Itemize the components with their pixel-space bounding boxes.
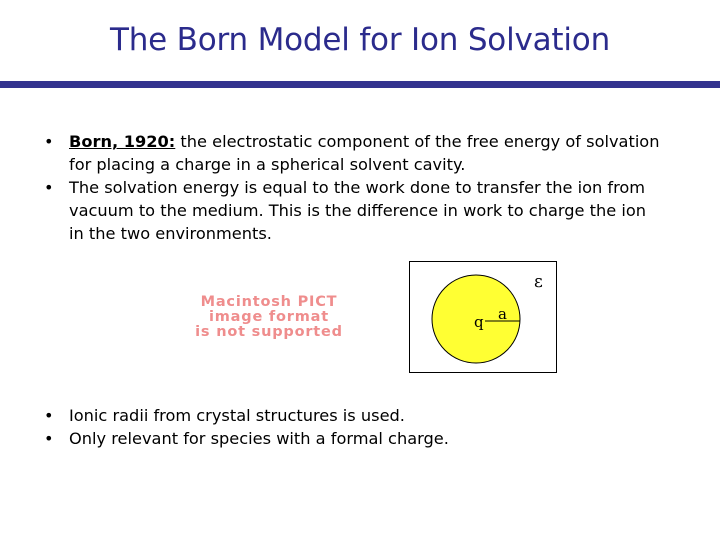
bullet-list-top xyxy=(44,130,664,245)
placeholder-line: image format xyxy=(209,309,329,325)
slide-title: The Born Model for Ion Solvation xyxy=(109,22,611,58)
bullet-item xyxy=(44,176,664,245)
bullet-item xyxy=(44,404,664,427)
bullet-text: the electrostatic component of the free energy of solvation for placing a charge in a spherical solvent cavity. xyxy=(69,132,660,174)
title-divider xyxy=(0,81,720,88)
placeholder-line: is not supported xyxy=(195,324,343,340)
bullet-text: The solvation energy is equal to the work done to transfer the ion from vacuum to the medium. This is the difference in work to charge the ion in the two environments. xyxy=(69,178,646,243)
bullet-lead: Born, 1920: xyxy=(69,132,176,151)
bullet-item xyxy=(44,427,664,450)
bullet-marker: • xyxy=(44,178,54,197)
bullet-marker: • xyxy=(44,406,54,425)
epsilon-label: ε xyxy=(534,272,543,292)
bullet-text: Only relevant for species with a formal charge. xyxy=(69,429,449,448)
image-unsupported-placeholder xyxy=(166,295,372,340)
bullet-text: Ionic radii from crystal structures is used. xyxy=(69,406,405,425)
bullet-marker: • xyxy=(44,429,54,448)
bullet-list-bottom xyxy=(44,404,664,450)
charge-label: q xyxy=(474,313,484,331)
placeholder-line: Macintosh PICT xyxy=(200,294,338,310)
bullet-item xyxy=(44,130,664,176)
radius-label: a xyxy=(498,305,507,323)
bullet-marker: • xyxy=(44,132,54,151)
born-cavity-diagram xyxy=(409,261,557,373)
